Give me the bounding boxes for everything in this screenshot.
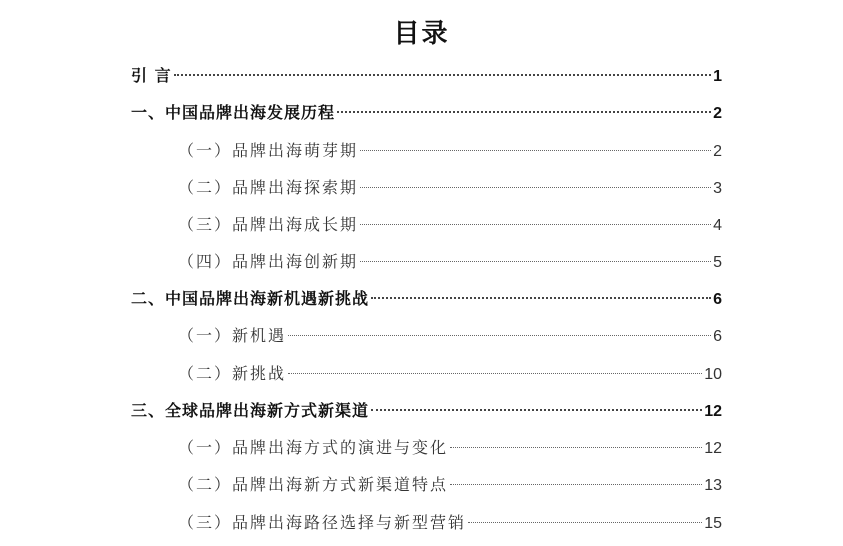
toc-entry[interactable] — [178, 213, 722, 237]
toc-entry[interactable] — [131, 64, 722, 88]
toc-entry-label: （三）品牌出海成长期 — [178, 215, 359, 234]
toc-entry[interactable] — [178, 511, 722, 535]
toc-dot-leader — [288, 373, 702, 374]
toc-dot-leader — [468, 522, 702, 523]
toc-entry-label: （二）品牌出海新方式新渠道特点 — [178, 475, 449, 494]
toc-dot-leader — [371, 409, 702, 411]
toc-page-number: 5 — [713, 254, 722, 271]
toc-entry[interactable] — [131, 101, 722, 125]
toc-entry[interactable] — [178, 176, 722, 200]
toc-page-number: 15 — [704, 515, 722, 532]
toc-entry-label: （一）品牌出海方式的演进与变化 — [178, 438, 449, 457]
toc-page-number: 2 — [713, 143, 722, 160]
toc-entry[interactable] — [178, 436, 722, 460]
toc-entry-label: （三）品牌出海路径选择与新型营销 — [178, 513, 467, 532]
toc-entry-label: （一）品牌出海萌芽期 — [178, 141, 359, 160]
toc-entry-label: 二、中国品牌出海新机遇新挑战 — [131, 289, 370, 308]
toc-entry[interactable] — [178, 139, 722, 163]
toc-page-number: 6 — [713, 291, 722, 308]
toc-page-number: 3 — [713, 180, 722, 197]
toc-entry-label: 一、中国品牌出海发展历程 — [131, 103, 336, 122]
toc-entry-label: （一）新机遇 — [178, 326, 287, 345]
toc-entry-label: （二）品牌出海探索期 — [178, 178, 359, 197]
toc-dot-leader — [360, 224, 711, 225]
toc-entry[interactable] — [178, 362, 722, 386]
toc-page-number: 6 — [713, 328, 722, 345]
toc-dot-leader — [288, 335, 711, 336]
toc-entry[interactable] — [131, 287, 722, 311]
toc-dot-leader — [337, 111, 711, 113]
toc-page-number: 13 — [704, 477, 722, 494]
toc-page-number: 10 — [704, 366, 722, 383]
toc-page-number: 2 — [713, 105, 722, 122]
toc-entry[interactable] — [178, 324, 722, 348]
toc-entry-label: （二）新挑战 — [178, 364, 287, 383]
toc-entry[interactable] — [178, 473, 722, 497]
toc-dot-leader — [450, 447, 702, 448]
toc-page-number: 1 — [713, 68, 722, 85]
toc-dot-leader — [360, 261, 711, 262]
toc-entry[interactable] — [131, 399, 722, 423]
page-title: 目录 — [393, 19, 450, 49]
toc-dot-leader — [360, 150, 711, 151]
toc-entry[interactable] — [178, 250, 722, 274]
toc-page-number: 4 — [713, 217, 722, 234]
toc-entry-label: 三、全球品牌出海新方式新渠道 — [131, 401, 370, 420]
toc-page-number: 12 — [704, 403, 722, 420]
toc-dot-leader — [450, 484, 702, 485]
toc-page-number: 12 — [704, 440, 722, 457]
toc-entry-label: （四）品牌出海创新期 — [178, 252, 359, 271]
toc-dot-leader — [174, 74, 712, 76]
toc-entry-label: 引 言 — [131, 66, 172, 85]
toc-dot-leader — [371, 297, 711, 299]
toc-dot-leader — [360, 187, 711, 188]
